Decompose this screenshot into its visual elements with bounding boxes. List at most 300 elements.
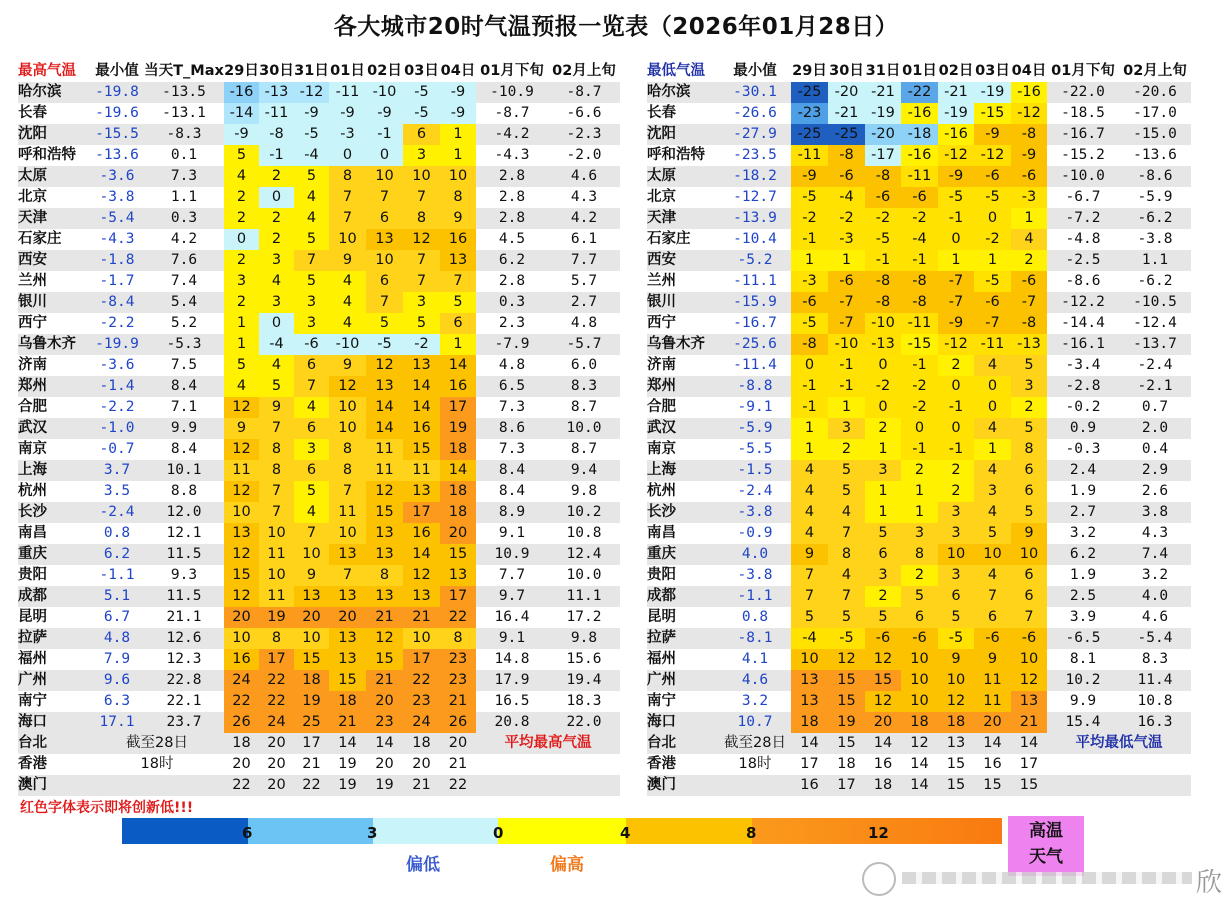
min-value: -8.1 [719, 628, 791, 649]
forecast-cell: 8 [259, 628, 294, 649]
forecast-cell: 14 [901, 754, 938, 775]
city-name: 杭州 [647, 481, 719, 502]
hot-label: 天气 [1029, 847, 1063, 867]
early-feb-avg: 2.0 [1119, 418, 1191, 439]
forecast-cell: 18 [440, 439, 476, 460]
early-feb-avg: -8.6 [1119, 166, 1191, 187]
forecast-cell: -5 [791, 313, 828, 334]
forecast-cell: 16 [791, 775, 828, 796]
forecast-cell: 12 [403, 229, 440, 250]
late-jan-avg: -18.5 [1047, 103, 1119, 124]
forecast-cell: 4 [791, 502, 828, 523]
table-row [18, 334, 620, 355]
forecast-cell: 5 [974, 523, 1011, 544]
forecast-cell: 11 [974, 691, 1011, 712]
table-row [647, 523, 1191, 544]
today-max: 5.2 [144, 313, 224, 334]
late-jan-avg: 2.8 [476, 166, 548, 187]
forecast-cell: -1 [259, 145, 294, 166]
forecast-cell: 12 [865, 649, 901, 670]
forecast-cell: 8 [366, 565, 403, 586]
table-row [18, 208, 620, 229]
early-feb-avg: -2.1 [1119, 376, 1191, 397]
min-value: -1.0 [90, 418, 144, 439]
forecast-cell: -12 [938, 334, 974, 355]
forecast-cell: 0 [329, 145, 366, 166]
forecast-cell: -10 [865, 313, 901, 334]
today-max: 12.0 [144, 502, 224, 523]
forecast-cell: 17 [440, 586, 476, 607]
forecast-cell: 13 [791, 691, 828, 712]
forecast-cell: 3 [294, 439, 329, 460]
column-header: 当天T_Max [144, 61, 224, 82]
city-name: 南昌 [647, 523, 719, 544]
forecast-cell: -25 [791, 82, 828, 103]
early-feb-avg: -8.7 [548, 82, 620, 103]
min-value: -8.8 [719, 376, 791, 397]
forecast-cell: 7 [259, 502, 294, 523]
late-jan-avg: 9.1 [476, 628, 548, 649]
late-jan-avg: 8.9 [476, 502, 548, 523]
forecast-cell: 1 [865, 502, 901, 523]
forecast-cell: 10 [938, 670, 974, 691]
forecast-cell: 20 [440, 523, 476, 544]
forecast-cell: -1 [366, 124, 403, 145]
forecast-cell: 12 [901, 733, 938, 754]
forecast-cell: -5 [403, 82, 440, 103]
forecast-cell: 11 [366, 439, 403, 460]
early-feb-avg: 4.2 [548, 208, 620, 229]
forecast-cell: 10 [974, 544, 1011, 565]
forecast-cell: 13 [366, 544, 403, 565]
forecast-cell: 1 [440, 145, 476, 166]
forecast-cell: 7 [440, 271, 476, 292]
city-name: 西宁 [647, 313, 719, 334]
forecast-cell: -2 [403, 334, 440, 355]
min-value: 6.2 [90, 544, 144, 565]
city-name: 昆明 [18, 607, 90, 628]
table-row [18, 313, 620, 334]
forecast-cell: 16 [865, 754, 901, 775]
forecast-cell: 0 [938, 229, 974, 250]
forecast-cell: 4 [791, 481, 828, 502]
early-feb-avg: 2.7 [548, 292, 620, 313]
city-name: 南京 [18, 439, 90, 460]
forecast-cell: 13 [329, 544, 366, 565]
city-name: 长沙 [647, 502, 719, 523]
early-feb-avg: 10.8 [1119, 691, 1191, 712]
forecast-cell: -1 [938, 208, 974, 229]
forecast-cell: -8 [828, 145, 865, 166]
table-row [647, 418, 1191, 439]
forecast-cell: 12 [366, 355, 403, 376]
forecast-cell: 17 [403, 502, 440, 523]
watermark-text: 欣 [1196, 868, 1223, 898]
early-feb-avg: -17.0 [1119, 103, 1191, 124]
forecast-cell: 6 [938, 586, 974, 607]
city-name: 北京 [647, 187, 719, 208]
min-value: 3.5 [90, 481, 144, 502]
min-value: -15.5 [90, 124, 144, 145]
city-name: 贵阳 [647, 565, 719, 586]
late-jan-avg: 16.5 [476, 691, 548, 712]
forecast-cell: -5 [294, 124, 329, 145]
min-value: -5.9 [719, 418, 791, 439]
forecast-cell: -12 [938, 145, 974, 166]
forecast-cell: 2 [224, 250, 259, 271]
forecast-cell: -5 [403, 103, 440, 124]
forecast-cell: 5 [828, 481, 865, 502]
city-name: 太原 [18, 166, 90, 187]
table-row [18, 586, 620, 607]
min-value: -30.1 [719, 82, 791, 103]
forecast-cell: 15 [440, 544, 476, 565]
table-row [647, 145, 1191, 166]
forecast-cell: -6 [901, 628, 938, 649]
forecast-cell: 10 [259, 523, 294, 544]
forecast-cell: -5 [938, 628, 974, 649]
legend-band [498, 818, 626, 844]
forecast-cell: 22 [224, 691, 259, 712]
today-max: 22.8 [144, 670, 224, 691]
forecast-cell: 20 [329, 607, 366, 628]
column-header: 01日 [901, 61, 938, 82]
forecast-cell: 15 [1011, 775, 1047, 796]
forecast-cell: 20 [294, 607, 329, 628]
header-row [647, 61, 1191, 82]
forecast-cell: 20 [403, 754, 440, 775]
late-jan-avg: -14.4 [1047, 313, 1119, 334]
min-value: -19.6 [90, 103, 144, 124]
forecast-cell: 2 [938, 460, 974, 481]
late-jan-avg: 6.2 [476, 250, 548, 271]
forecast-cell: 22 [259, 691, 294, 712]
average-label [1047, 775, 1191, 796]
city-name: 香港 [18, 754, 90, 775]
forecast-cell: 1 [224, 313, 259, 334]
forecast-cell: -16 [224, 82, 259, 103]
forecast-cell: -4 [259, 334, 294, 355]
table-row [18, 481, 620, 502]
extra-row [647, 733, 1191, 754]
early-feb-avg: -6.6 [548, 103, 620, 124]
forecast-cell: 3 [938, 523, 974, 544]
forecast-cell: 16 [440, 376, 476, 397]
forecast-cell: -22 [901, 82, 938, 103]
average-label: 平均最高气温 [476, 733, 620, 754]
today-max: 9.9 [144, 418, 224, 439]
forecast-cell: -6 [828, 166, 865, 187]
min-value: 0.8 [719, 607, 791, 628]
page-title: 各大城市20时气温预报一览表（2026年01月28日） [333, 14, 899, 40]
today-max: 8.4 [144, 376, 224, 397]
forecast-cell: -15 [901, 334, 938, 355]
city-name: 昆明 [647, 607, 719, 628]
early-feb-avg: 10.0 [548, 418, 620, 439]
forecast-cell: -6 [865, 628, 901, 649]
forecast-cell: 10 [224, 502, 259, 523]
late-jan-avg: -4.3 [476, 145, 548, 166]
table-row [18, 523, 620, 544]
forecast-cell: -1 [938, 397, 974, 418]
forecast-cell: 7 [974, 586, 1011, 607]
early-feb-avg: -2.3 [548, 124, 620, 145]
forecast-cell: 10 [329, 523, 366, 544]
early-feb-avg: -2.4 [1119, 355, 1191, 376]
forecast-cell: 1 [440, 124, 476, 145]
forecast-cell: 18 [901, 712, 938, 733]
forecast-cell: 5 [828, 460, 865, 481]
forecast-cell: 5 [865, 523, 901, 544]
early-feb-avg: 15.6 [548, 649, 620, 670]
forecast-cell: 7 [329, 565, 366, 586]
late-jan-avg: 20.8 [476, 712, 548, 733]
forecast-cell: 5 [1011, 355, 1047, 376]
forecast-cell: 23 [366, 712, 403, 733]
early-feb-avg: 0.4 [1119, 439, 1191, 460]
early-feb-avg: 16.3 [1119, 712, 1191, 733]
today-max: 4.2 [144, 229, 224, 250]
forecast-cell: -1 [901, 355, 938, 376]
forecast-cell: 10 [329, 397, 366, 418]
min-value: 6.7 [90, 607, 144, 628]
forecast-cell: 19 [329, 775, 366, 796]
today-max: 12.3 [144, 649, 224, 670]
early-feb-avg: -3.8 [1119, 229, 1191, 250]
city-name: 郑州 [18, 376, 90, 397]
forecast-cell: 1 [828, 397, 865, 418]
forecast-cell: 6 [440, 313, 476, 334]
late-jan-avg: 1.9 [1047, 565, 1119, 586]
forecast-cell: 7 [259, 418, 294, 439]
late-jan-avg: 9.1 [476, 523, 548, 544]
column-header: 02日 [938, 61, 974, 82]
late-jan-avg: -2.8 [1047, 376, 1119, 397]
forecast-cell: 7 [329, 481, 366, 502]
min-value: -9.1 [719, 397, 791, 418]
min-value: -2.2 [90, 397, 144, 418]
early-feb-avg: -5.4 [1119, 628, 1191, 649]
today-max: 23.7 [144, 712, 224, 733]
forecast-cell: 3 [828, 418, 865, 439]
forecast-cell: 14 [1011, 733, 1047, 754]
forecast-cell: 19 [329, 754, 366, 775]
forecast-cell: 0 [865, 397, 901, 418]
forecast-cell: 14 [865, 733, 901, 754]
note-cell: 截至28日 [719, 733, 791, 754]
forecast-cell: 4 [224, 166, 259, 187]
forecast-cell: 7 [294, 250, 329, 271]
city-name: 福州 [647, 649, 719, 670]
forecast-cell: 5 [294, 166, 329, 187]
column-header: 03日 [974, 61, 1011, 82]
forecast-cell: 15 [865, 670, 901, 691]
column-header: 31日 [294, 61, 329, 82]
column-header: 02月上旬 [1119, 61, 1191, 82]
forecast-cell: 15 [403, 439, 440, 460]
today-max: 11.5 [144, 544, 224, 565]
forecast-cell: 5 [791, 607, 828, 628]
forecast-cell: 17 [828, 775, 865, 796]
forecast-cell: 5 [224, 145, 259, 166]
forecast-cell: 9 [1011, 523, 1047, 544]
min-value: -13.9 [719, 208, 791, 229]
forecast-cell: 14 [440, 355, 476, 376]
city-name: 西安 [18, 250, 90, 271]
forecast-cell: -7 [828, 292, 865, 313]
early-feb-avg: 10.0 [548, 565, 620, 586]
forecast-cell: 0 [366, 145, 403, 166]
forecast-cell: 11 [403, 460, 440, 481]
forecast-cell: 4 [791, 523, 828, 544]
forecast-cell: -12 [974, 145, 1011, 166]
min-value: -25.6 [719, 334, 791, 355]
table-row [18, 460, 620, 481]
today-max: 7.3 [144, 166, 224, 187]
forecast-cell: 11 [329, 502, 366, 523]
forecast-cell: 16 [403, 523, 440, 544]
forecast-cell: 4 [974, 355, 1011, 376]
table-row [647, 187, 1191, 208]
forecast-cell: 15 [329, 670, 366, 691]
column-header: 31日 [865, 61, 901, 82]
table-title: 最低气温 [647, 61, 719, 82]
early-feb-avg: 0.7 [1119, 397, 1191, 418]
today-max: 8.8 [144, 481, 224, 502]
forecast-cell: 16 [224, 649, 259, 670]
table-row [647, 82, 1191, 103]
forecast-cell: -5 [865, 229, 901, 250]
forecast-cell: 2 [1011, 397, 1047, 418]
forecast-cell: -7 [974, 313, 1011, 334]
forecast-cell: 9 [294, 565, 329, 586]
max-temp-table [18, 61, 620, 796]
forecast-cell: -6 [1011, 166, 1047, 187]
forecast-cell: 15 [366, 502, 403, 523]
table-row [18, 145, 620, 166]
today-max: -5.3 [144, 334, 224, 355]
column-header: 04日 [1011, 61, 1047, 82]
city-name: 澳门 [18, 775, 90, 796]
min-value: 4.1 [719, 649, 791, 670]
min-value: -2.2 [90, 313, 144, 334]
forecast-cell: -7 [938, 292, 974, 313]
legend-low-label: 偏低 [406, 855, 440, 875]
forecast-cell: 3 [403, 292, 440, 313]
city-name: 成都 [18, 586, 90, 607]
late-jan-avg: 2.8 [476, 271, 548, 292]
forecast-cell: 14 [791, 733, 828, 754]
forecast-cell: -5 [974, 271, 1011, 292]
forecast-cell: 13 [403, 586, 440, 607]
forecast-cell: -12 [1011, 103, 1047, 124]
forecast-cell: -12 [294, 82, 329, 103]
forecast-cell: 15 [294, 649, 329, 670]
column-header: 01月下旬 [1047, 61, 1119, 82]
forecast-cell: 13 [366, 523, 403, 544]
forecast-cell: 6 [366, 271, 403, 292]
forecast-cell: 20 [224, 607, 259, 628]
table-row [18, 439, 620, 460]
today-max: 7.6 [144, 250, 224, 271]
forecast-cell: 5 [901, 586, 938, 607]
today-max: 22.1 [144, 691, 224, 712]
late-jan-avg: 6.5 [476, 376, 548, 397]
forecast-cell: 5 [403, 313, 440, 334]
table-row [18, 544, 620, 565]
forecast-cell: 10 [901, 670, 938, 691]
city-name: 银川 [647, 292, 719, 313]
forecast-cell: 1 [791, 418, 828, 439]
forecast-cell: 15 [828, 670, 865, 691]
forecast-cell: 7 [366, 292, 403, 313]
city-name: 贵阳 [18, 565, 90, 586]
late-jan-avg: -6.7 [1047, 187, 1119, 208]
today-max: 0.3 [144, 208, 224, 229]
forecast-cell: -2 [901, 208, 938, 229]
city-name: 重庆 [18, 544, 90, 565]
late-jan-avg: -10.9 [476, 82, 548, 103]
forecast-cell: 15 [938, 775, 974, 796]
early-feb-avg: -13.7 [1119, 334, 1191, 355]
forecast-cell: 0 [974, 208, 1011, 229]
min-value: -0.9 [719, 523, 791, 544]
forecast-cell: 22 [440, 607, 476, 628]
forecast-cell: -16 [901, 103, 938, 124]
forecast-cell: 19 [259, 607, 294, 628]
city-name: 成都 [647, 586, 719, 607]
forecast-cell: 2 [224, 187, 259, 208]
forecast-cell: -6 [828, 271, 865, 292]
forecast-cell: -6 [1011, 628, 1047, 649]
forecast-cell: 8 [901, 544, 938, 565]
forecast-cell: 2 [901, 460, 938, 481]
city-name: 呼和浩特 [647, 145, 719, 166]
forecast-cell: -9 [329, 103, 366, 124]
forecast-cell: -21 [865, 82, 901, 103]
city-name: 济南 [647, 355, 719, 376]
footnote: 红色字体表示即将创新低!!! [20, 800, 194, 816]
legend-high-label: 偏高 [550, 855, 584, 875]
forecast-cell: -10 [366, 82, 403, 103]
column-header: 02日 [366, 61, 403, 82]
forecast-cell: -19 [974, 82, 1011, 103]
forecast-cell: 12 [1011, 670, 1047, 691]
min-value: -10.4 [719, 229, 791, 250]
min-value: -3.8 [719, 502, 791, 523]
forecast-cell: 2 [938, 481, 974, 502]
forecast-cell: 5 [294, 229, 329, 250]
forecast-cell: 12 [865, 691, 901, 712]
table-row [647, 166, 1191, 187]
forecast-cell: 15 [938, 754, 974, 775]
table-row [18, 166, 620, 187]
city-name: 拉萨 [647, 628, 719, 649]
forecast-cell: -9 [1011, 145, 1047, 166]
column-header: 29日 [791, 61, 828, 82]
forecast-cell: 3 [974, 481, 1011, 502]
table-row [647, 502, 1191, 523]
column-header: 最小值 [90, 61, 144, 82]
late-jan-avg: 10.9 [476, 544, 548, 565]
forecast-cell: 22 [259, 670, 294, 691]
forecast-cell: -9 [791, 166, 828, 187]
forecast-cell: 1 [791, 250, 828, 271]
forecast-cell: 4 [329, 292, 366, 313]
table-row [647, 208, 1191, 229]
column-header: 01月下旬 [476, 61, 548, 82]
forecast-cell: -23 [791, 103, 828, 124]
